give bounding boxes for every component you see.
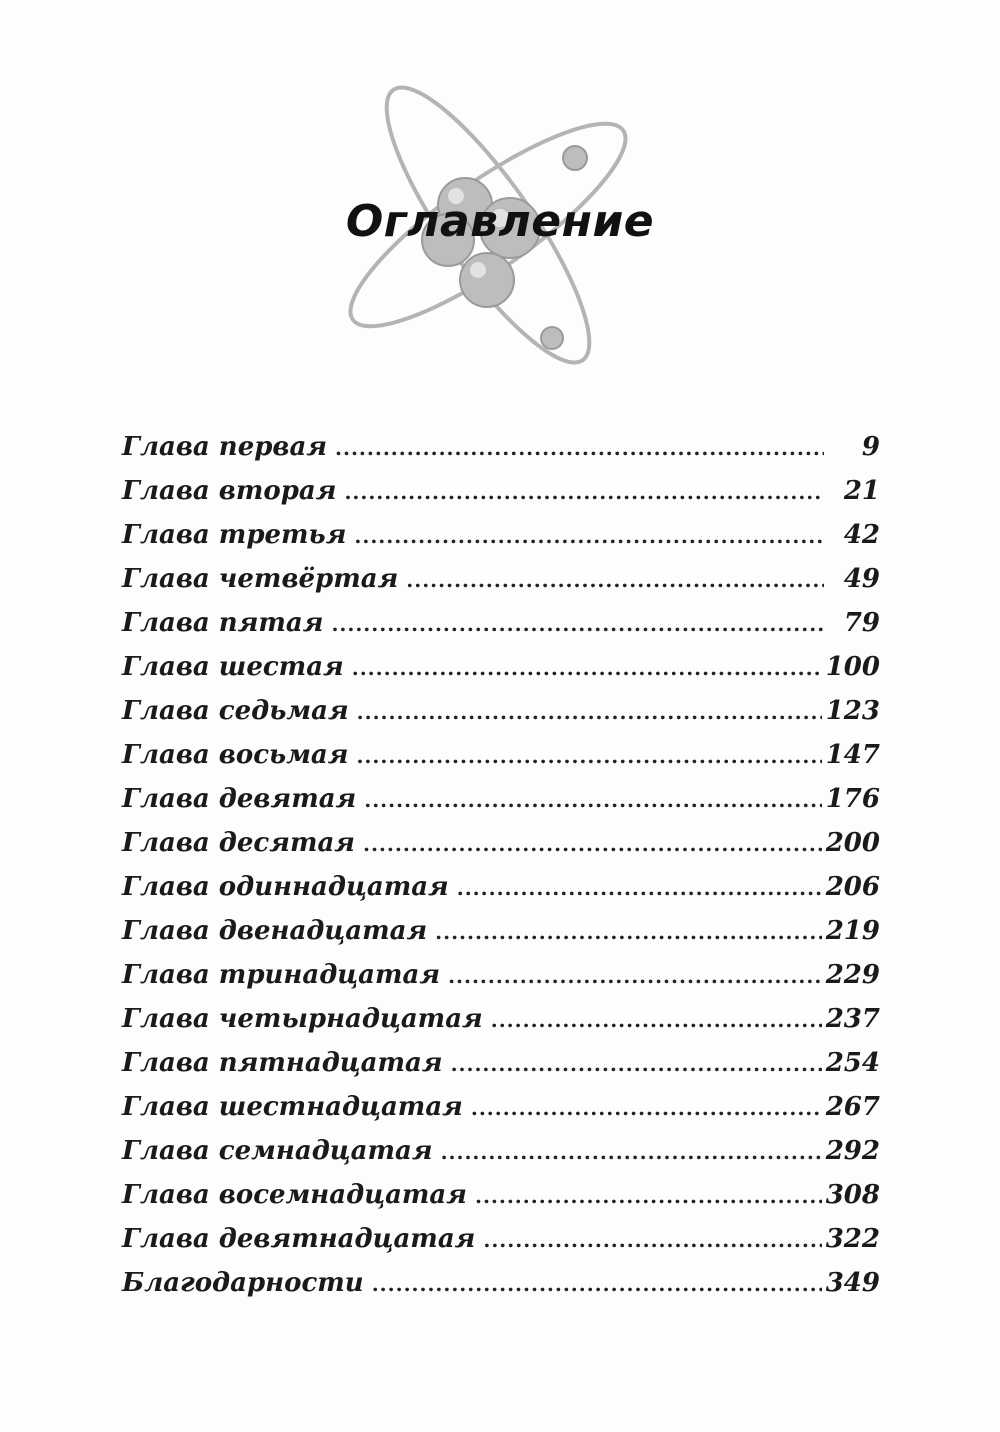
toc-entry [122, 960, 880, 1004]
dot-leader [364, 788, 821, 812]
toc-entry [122, 1180, 880, 1224]
toc-entry [122, 828, 880, 872]
toc-entry-title: Глава первая [122, 432, 328, 462]
dot-leader [483, 1228, 821, 1252]
toc-entry-title: Глава одиннадцатая [122, 872, 449, 902]
toc-entry [122, 1048, 880, 1092]
toc-entry-title: Глава десятая [122, 828, 355, 858]
toc-entry-page-number: 308 [825, 1180, 880, 1210]
toc-entry-title: Глава тринадцатая [122, 960, 441, 990]
toc-entry [122, 872, 880, 916]
toc-entry [122, 740, 880, 784]
toc-entry-title: Глава пятнадцатая [122, 1048, 443, 1078]
dot-leader [448, 964, 822, 988]
toc-entry [122, 1136, 880, 1180]
dot-leader [406, 568, 824, 592]
toc-entry-page-number: 9 [861, 432, 880, 462]
toc-entry-title: Глава пятая [122, 608, 324, 638]
dot-leader [344, 480, 824, 504]
toc-entry-title: Глава семнадцатая [122, 1136, 433, 1166]
dot-leader [441, 1140, 822, 1164]
toc-entry-title: Глава девятая [122, 784, 357, 814]
toc-entry-page-number: 147 [825, 740, 880, 770]
toc-entry-title: Глава шестая [122, 652, 344, 682]
toc-entry [122, 608, 880, 652]
toc-entry-page-number: 49 [843, 564, 880, 594]
dot-leader [457, 876, 822, 900]
dot-leader [363, 832, 822, 856]
toc-entry-title: Глава седьмая [122, 696, 349, 726]
toc-entry [122, 564, 880, 608]
dot-leader [372, 1272, 822, 1296]
toc-entry-title: Благодарности [122, 1268, 364, 1298]
dot-leader [331, 612, 824, 636]
toc-entry-page-number: 123 [825, 696, 880, 726]
toc-entry-title: Глава восьмая [122, 740, 349, 770]
table-of-contents [122, 432, 880, 1312]
toc-entry-page-number: 254 [825, 1048, 880, 1078]
toc-entry-page-number: 42 [843, 520, 880, 550]
toc-entry [122, 1092, 880, 1136]
toc-entry-title: Глава шестнадцатая [122, 1092, 463, 1122]
toc-entry-title: Глава восемнадцатая [122, 1180, 467, 1210]
dot-leader [356, 744, 821, 768]
toc-entry [122, 1268, 880, 1312]
dot-leader [354, 524, 824, 548]
toc-entry [122, 1004, 880, 1048]
dot-leader [357, 700, 822, 724]
toc-entry-page-number: 200 [825, 828, 880, 858]
toc-entry-page-number: 267 [825, 1092, 880, 1122]
toc-entry-page-number: 206 [825, 872, 880, 902]
toc-entry-page-number: 79 [843, 608, 880, 638]
toc-entry-page-number: 219 [825, 916, 880, 946]
toc-entry-page-number: 237 [825, 1004, 880, 1034]
toc-entry [122, 916, 880, 960]
dot-leader [335, 436, 824, 460]
toc-entry-page-number: 21 [843, 476, 880, 506]
toc-entry-title: Глава вторая [122, 476, 337, 506]
toc-entry [122, 432, 880, 476]
page-title: Оглавление [345, 196, 655, 247]
toc-entry-title: Глава двенадцатая [122, 916, 428, 946]
toc-entry [122, 1224, 880, 1268]
toc-entry [122, 520, 880, 564]
dot-leader [451, 1052, 822, 1076]
toc-entry-page-number: 322 [825, 1224, 880, 1254]
toc-entry-title: Глава четырнадцатая [122, 1004, 483, 1034]
toc-entry-page-number: 292 [825, 1136, 880, 1166]
toc-entry-page-number: 100 [825, 652, 880, 682]
toc-entry-title: Глава четвёртая [122, 564, 399, 594]
toc-entry [122, 476, 880, 520]
toc-entry-title: Глава девятнадцатая [122, 1224, 476, 1254]
toc-entry-page-number: 349 [825, 1268, 880, 1298]
toc-entry [122, 652, 880, 696]
dot-leader [471, 1096, 822, 1120]
dot-leader [435, 920, 822, 944]
toc-entry-title: Глава третья [122, 520, 347, 550]
toc-entry-page-number: 176 [825, 784, 880, 814]
toc-entry [122, 696, 880, 740]
dot-leader [491, 1008, 822, 1032]
toc-entry-page-number: 229 [825, 960, 880, 990]
toc-entry [122, 784, 880, 828]
dot-leader [352, 656, 822, 680]
dot-leader [475, 1184, 822, 1208]
